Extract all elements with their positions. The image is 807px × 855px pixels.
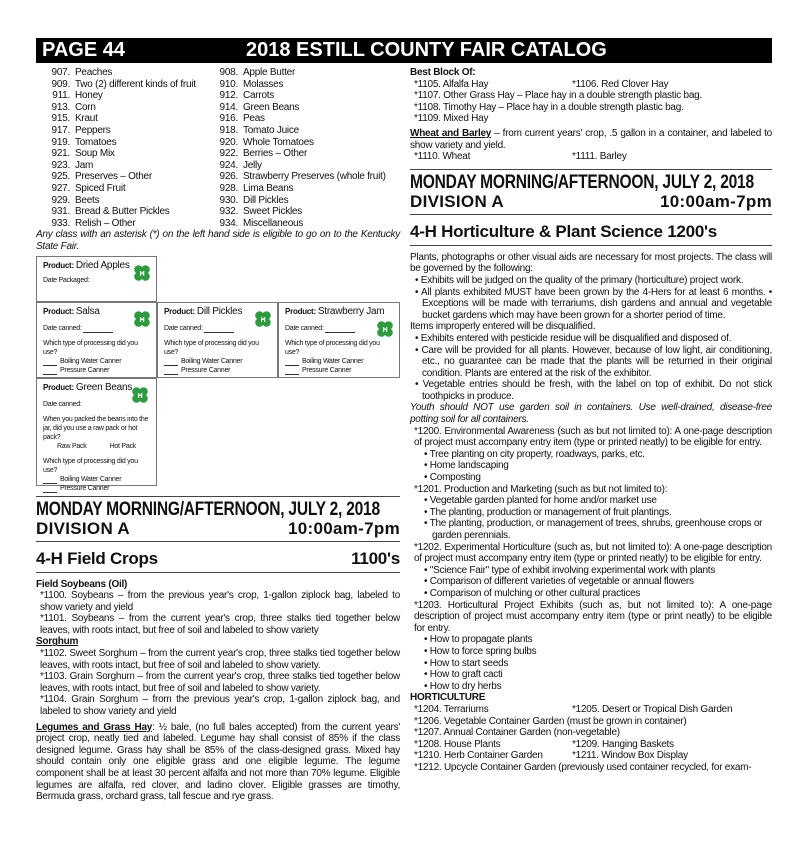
class-1202: *1202. Experimental Horticulture (such as, but not limited to): A one-page description of project must accompany entry item (type or printed neatly) to be eligible for entry.	[414, 541, 772, 565]
sublist-item: • The planting, production, or management of trees, shrubs, greenhouse crops or garden perennials.	[424, 518, 763, 541]
class-number: 923.	[51, 159, 70, 171]
class-number: 913.	[51, 101, 70, 113]
class-1104: *1104. Grain Sorghum – from the previous year's crop, 1-gallon ziplock bag, and labeled to show variety and yield	[40, 694, 400, 718]
sublist-item: • "Science Fair" type of exhibit involving experimental work with plants	[424, 564, 716, 576]
horticulture-division-row	[410, 193, 772, 211]
class-name: Berries – Other	[243, 148, 308, 160]
class-number: 929.	[51, 194, 70, 206]
class-name: Peaches	[75, 67, 113, 78]
class-number: 934.	[219, 217, 238, 229]
sublist-item: • How to dry herbs	[424, 680, 502, 692]
division-label: DIVISION A	[36, 518, 130, 538]
product-name: Green Beans	[75, 381, 133, 393]
class-name: Peas	[243, 113, 265, 125]
class-number: 930.	[219, 194, 238, 206]
class-1105: *1105. Alfalfa Hay	[414, 78, 489, 90]
legumes-title: Legumes and Grass Hay	[36, 721, 153, 733]
class-sublist	[410, 449, 772, 484]
pressure-option: Pressure Canner	[302, 366, 352, 374]
class-row	[410, 79, 772, 91]
class-1108: *1108. Timothy Hay – Place hay in a double strength plastic bag.	[414, 101, 684, 113]
class-name: Two (2) different kinds of fruit	[75, 78, 196, 90]
division-label: DIVISION A	[410, 191, 504, 211]
raw-pack-option: Raw Pack	[57, 442, 87, 450]
sublist-item: • Home landscaping	[424, 460, 509, 472]
class-name: Miscellaneous	[243, 217, 304, 229]
boiling-option: Boiling Water Canner	[181, 357, 243, 365]
rule-item: • Exhibits will be judged on the quality of the primary (horticulture) project work.	[415, 274, 744, 286]
sublist-item: • Comparison of different varieties of vegetable or annual flowers	[424, 576, 694, 588]
class-number: 917.	[51, 124, 70, 136]
date-canned-label: Date canned:	[164, 324, 203, 332]
clover-icon	[253, 309, 273, 329]
product-name: Dill Pickles	[196, 305, 243, 317]
class-number: 924.	[219, 159, 238, 171]
wheat-text: – from current years' crop, .5 gallon in a container, and labeled to show variety and yield.	[410, 127, 772, 151]
canning-class-row	[36, 218, 400, 230]
clover-icon	[132, 263, 152, 283]
class-row	[410, 739, 772, 751]
pressure-option: Pressure Canner	[181, 366, 231, 374]
sublist-item: • Vegetable garden planted for home and/or market use	[424, 495, 657, 507]
class-number: 910.	[219, 78, 238, 90]
canning-class-row	[36, 195, 400, 207]
pressure-option: Pressure Canner	[60, 366, 110, 374]
class-row	[410, 704, 772, 716]
label-dill-pickles: Product: Dill Pickles Date canned: Which type of processing did you use? Boiling Water Canner Pressure Canner	[157, 302, 278, 378]
asterisk-note: Any class with an asterisk (*) on the left hand side is eligible to go on to the Kentucky State Fair.	[36, 229, 400, 252]
class-1209: *1209. Hanging Baskets	[572, 738, 674, 750]
class-name: Honey	[75, 90, 103, 102]
horticulture-heading: MONDAY MORNING/AFTERNOON, JULY 2, 2018	[410, 171, 754, 193]
class-name: Soup Mix	[75, 148, 115, 160]
class-1211: *1211. Window Box Display	[572, 750, 688, 762]
class-1103: *1103. Grain Sorghum – from the current year's crop, three stalks tied together below leaves, with roots intact, but free of soil and labeled to show variety.	[40, 671, 400, 694]
legumes-paragraph	[36, 722, 400, 803]
class-name: Strawberry Preserves (whole fruit)	[243, 171, 386, 183]
class-number: 918.	[219, 124, 238, 136]
field-crops-section-title	[36, 545, 400, 569]
class-name: Peppers	[75, 124, 111, 136]
left-column	[36, 67, 400, 803]
horticulture-subtitle: HORTICULTURE	[410, 692, 486, 704]
date-canned-label: Date canned:	[285, 324, 324, 332]
class-number: 909.	[51, 78, 70, 90]
class-1204: *1204. Terrariums	[414, 703, 489, 715]
class-number: 911.	[52, 90, 70, 102]
rule-item: • Care will be provided for all plants. However, because of low light, air conditioning, etc., no guarantee can be made that the plants will be returned in their original condition. Plants are entered at the risk of the exhibitor.	[415, 344, 772, 379]
class-1100: *1100. Soybeans – from the previous year's crop, 1-gallon ziplock bag, labeled to show variety and yield	[40, 590, 400, 613]
class-name: Spiced Fruit	[75, 182, 126, 194]
clover-icon	[130, 385, 150, 405]
class-1102: *1102. Sweet Sorghum – from the current year's crop, three stalks tied together below leaves, with roots intact, but free of soil and labeled to show variety.	[40, 648, 400, 671]
product-name: Strawberry Jam	[317, 305, 385, 317]
class-name: Green Beans	[243, 101, 300, 113]
canning-class-row	[36, 102, 400, 114]
class-1206: *1206. Vegetable Container Garden (must be grown in container)	[414, 715, 687, 727]
class-name: Beets	[75, 194, 100, 206]
product-name: Salsa	[75, 305, 100, 317]
canning-class-row	[36, 160, 400, 172]
sublist-item: • How to propagate plants	[424, 634, 533, 646]
class-row	[410, 750, 772, 762]
canning-class-row	[36, 67, 400, 79]
division-time: 10:00am-7pm	[288, 518, 400, 538]
canning-class-row	[36, 113, 400, 125]
best-block-title: Best Block Of:	[410, 67, 476, 78]
class-number: 925.	[51, 171, 70, 183]
class-number: 920.	[219, 136, 238, 148]
sublist-item: • How to graft cacti	[424, 669, 503, 681]
canning-class-row	[36, 125, 400, 137]
legumes-text: : ½ bale, (no full bales accepted) from the current years' project crop, neatly tied and labeled. Legume hay shall consist of 85% if the class designed legume. Grass hay shall be 85% of the class-designed grass. Mixed hay should contain only one eligible grass and one eligible legume. The legume component shall be at least 30 percent alfalfa and not more than 70% legume. Eligible legumes are alfalfa, red clover, and ladino clover. Eligible grasses are timothy, Bermuda grass, orchard grass, tall fescue and rye grass.	[36, 721, 401, 803]
date-packaged-label: Date Packaged:	[43, 276, 90, 284]
sorghum-title: Sorghum	[36, 636, 79, 648]
class-number: 919.	[51, 136, 70, 148]
sublist-item: • Tree planting on city property, roadways, parks, etc.	[424, 448, 645, 460]
class-number: 907.	[51, 67, 70, 78]
class-1203: *1203. Horticultural Project Exhibits (such as, but not limited to): A one-page description of project must accompany entry item (type or print neatly) to be eligible for entry.	[414, 599, 772, 634]
sublist-item: • How to start seeds	[424, 657, 509, 669]
date-canned-label: Date canned:	[43, 324, 82, 332]
class-number: 914.	[219, 101, 238, 113]
class-name: Whole Tomatoes	[243, 136, 314, 148]
class-sublist	[410, 634, 772, 692]
pressure-option: Pressure Canner	[60, 484, 110, 492]
processing-question: Which type of processing did you use?	[43, 339, 138, 356]
label-green-beans: Product: Green Beans Date canned: When you packed the beans into the jar, did you use a raw pack or hot pack? Raw Pack Hot Pack Which type of processing did you use? Boiling Water Canner Pressure Canner	[36, 378, 157, 486]
class-1207: *1207. Annual Container Garden (non-vegetable)	[414, 727, 620, 739]
class-1106: *1106. Red Clover Hay	[572, 78, 669, 90]
class-1210: *1210. Herb Container Garden	[414, 750, 543, 762]
class-name: Preserves – Other	[75, 171, 152, 183]
section-number: 1100's	[351, 548, 400, 568]
wheat-title: Wheat and Barley	[410, 127, 492, 139]
label-salsa: Product: Salsa Date canned: Which type of processing did you use? Boiling Water Canner Pressure Canner	[36, 302, 157, 378]
class-1101: *1101. Soybeans – from the current year's crop, three stalks tied together below leaves, with roots intact, but free of soil and labeled to show variety	[40, 613, 400, 636]
class-number: 908.	[219, 67, 238, 78]
rule-item: • All plants exhibited MUST have been grown by the 4-Hers for at least 6 months. • Exceptions will be made with terrariums, dish gardens and annual and vegetable bucket gardens which may have been grown for a shorter period of time.	[415, 286, 772, 321]
horticulture-section-title	[410, 218, 772, 242]
class-1109: *1109. Mixed Hay	[414, 113, 489, 125]
processing-question: Which type of processing did you use?	[43, 457, 138, 474]
class-name: Kraut	[75, 113, 98, 125]
class-number: 931.	[51, 206, 70, 218]
class-1111: *1111. Barley	[572, 151, 627, 163]
right-column	[410, 67, 772, 773]
class-name: Relish – Other	[75, 217, 136, 229]
class-name: Bread & Butter Pickles	[75, 206, 170, 218]
division-time: 10:00am-7pm	[660, 191, 772, 211]
clover-icon	[132, 309, 152, 329]
boiling-option: Boiling Water Canner	[60, 357, 122, 365]
field-crops-heading: MONDAY MORNING/AFTERNOON, JULY 2, 2018	[36, 498, 380, 520]
label-strawberry-jam: Product: Strawberry Jam Date canned: Which type of processing did you use? Boiling Water Canner Pressure Canner	[278, 302, 400, 378]
canning-class-row	[36, 171, 400, 183]
class-number: 927.	[51, 182, 70, 194]
pack-question: When you packed the beans into the jar, did you use a raw pack or hot pack?	[43, 415, 149, 441]
class-1205: *1205. Desert or Tropical Dish Garden	[572, 703, 733, 715]
disqualified-note: Items improperly entered will be disqualified.	[410, 321, 596, 333]
boiling-option: Boiling Water Canner	[60, 475, 122, 483]
class-name: Molasses	[243, 78, 284, 90]
horticulture-intro: Plants, photographs or other visual aids are necessary for most projects. The class will be governed by the following:	[410, 251, 772, 275]
class-number: 915.	[51, 113, 70, 125]
class-name: Apple Butter	[243, 67, 296, 78]
class-1201: *1201. Production and Marketing (such as but not limited to):	[414, 483, 668, 495]
sublist-item: • Composting	[424, 472, 481, 484]
class-name: Jam	[75, 159, 94, 171]
canning-class-row	[36, 206, 400, 218]
label-dried-apples: Product: Dried Apples Date Packaged:	[36, 256, 157, 302]
class-1110: *1110. Wheat	[414, 151, 471, 163]
class-name: Tomatoes	[75, 136, 117, 148]
class-number: 926.	[219, 171, 238, 183]
soil-note: Youth should NOT use garden soil in containers. Use well-drained, disease-free potting soil for all containers.	[410, 402, 772, 426]
class-number: 932.	[219, 206, 238, 218]
section-name: 4-H Field Crops	[36, 548, 158, 568]
class-sublist	[410, 565, 772, 600]
class-name: Sweet Pickles	[243, 206, 302, 218]
class-name: Tomato Juice	[243, 124, 299, 136]
class-1200: *1200. Environmental Awareness (such as but not limited to): A one-page description of project must accompany entry item (type or printed neatly) to be eligible for entry.	[414, 425, 772, 449]
class-name: Jelly	[243, 159, 262, 171]
class-name: Corn	[75, 101, 96, 113]
canning-class-row	[36, 148, 400, 160]
hot-pack-option: Hot Pack	[109, 442, 136, 450]
wheat-paragraph	[410, 128, 772, 151]
processing-question: Which type of processing did you use?	[285, 339, 380, 356]
field-crops-division-row	[36, 520, 400, 538]
canning-class-row	[36, 90, 400, 102]
class-name: Lima Beans	[243, 182, 294, 194]
clover-icon	[375, 319, 395, 339]
canning-class-row	[36, 79, 400, 91]
class-number: 921.	[51, 148, 70, 160]
sublist-item: • The planting, production or management of fruit plantings.	[424, 506, 672, 518]
section-name: 4-H Horticulture & Plant Science 1200's	[410, 221, 718, 241]
sample-labels	[36, 256, 400, 492]
page-number: PAGE 44	[42, 39, 125, 61]
class-number: 933.	[51, 217, 70, 229]
class-name: Carrots	[243, 90, 275, 102]
catalog-title: 2018 ESTILL COUNTY FAIR CATALOG	[246, 39, 607, 61]
sublist-item: • How to force spring bulbs	[424, 645, 537, 657]
canning-class-list	[36, 67, 400, 229]
class-name: Dill Pickles	[243, 194, 289, 206]
rule-item: • Vegetable entries should be fresh, with the label on top of exhibit. Do not stick toothpicks in produce.	[415, 379, 773, 402]
class-number: 916.	[219, 113, 238, 125]
class-number: 922.	[219, 148, 238, 160]
processing-question: Which type of processing did you use?	[164, 339, 259, 356]
rule-item: • Exhibits entered with pesticide residue will be disqualified and disposed of.	[415, 332, 732, 344]
soybeans-title: Field Soybeans (Oil)	[36, 578, 128, 590]
date-canned-label: Date canned:	[43, 400, 82, 408]
class-sublist	[410, 495, 772, 541]
class-1107: *1107. Other Grass Hay – Place hay in a double strength plastic bag.	[414, 90, 702, 102]
class-1212: *1212. Upcycle Container Garden (previously used container recycled, for exam-	[414, 761, 752, 773]
canning-class-row	[36, 137, 400, 149]
class-number: 928.	[219, 182, 238, 194]
canning-class-row	[36, 183, 400, 195]
class-1208: *1208. House Plants	[414, 738, 501, 750]
sublist-item: • Comparison of mulching or other cultural practices	[424, 587, 641, 599]
product-name: Dried Apples	[75, 259, 130, 271]
boiling-option: Boiling Water Canner	[302, 357, 364, 365]
class-row	[410, 151, 772, 163]
page-header	[36, 38, 772, 63]
class-number: 912.	[219, 90, 238, 102]
